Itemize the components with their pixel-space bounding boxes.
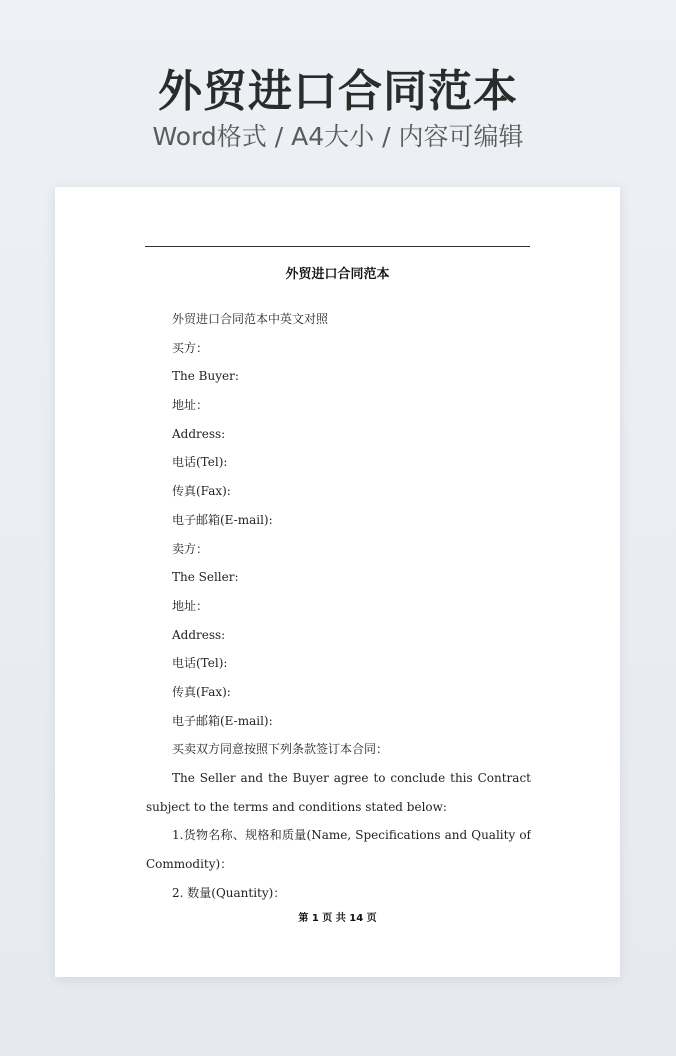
document-line: subject to the terms and conditions stated below: [146,799,447,814]
document-line: Address: [172,426,226,441]
document-line: 电子邮箱(E-mail): [172,512,273,527]
document-line: 卖方： [172,541,209,556]
document-body [146,305,531,907]
document-line: 传真(Fax): [172,484,231,499]
document-line: 电子邮箱(E-mail): [172,713,273,728]
banner-title: 外贸进口合同范本 [158,66,518,117]
document-line: Commodity)： [146,857,233,872]
document-line: 买卖双方同意按照下列条款签订本合同： [172,742,389,757]
document-line: 2. 数量(Quantity)： [172,885,286,900]
document-line: 电话(Tel): [172,455,228,470]
document-line: 地址： [172,598,209,613]
document-line: 买方： [172,340,209,355]
document-line: The Buyer: [172,369,239,384]
document-line: The Seller and the Buyer agree to conclude this Contract [172,771,531,785]
document-line: 地址： [172,398,209,413]
document-title: 外贸进口合同范本 [285,267,390,282]
document-line: 电话(Tel): [172,656,228,671]
document-line: The Seller: [172,570,239,585]
document-line: Address: [172,627,226,642]
page-footer: 第 1 页 共 14 页 [298,913,377,924]
document-line: 外贸进口合同范本中英文对照 [172,312,329,326]
header-rule [145,246,530,247]
document-line: 传真(Fax): [172,684,231,699]
document-line: 1.货物名称、规格和质量(Name, Specifications and Quality of [172,828,531,843]
banner-subtitle: Word格式 / A4大小 / 内容可编辑 [152,122,524,151]
document-page [55,187,620,977]
